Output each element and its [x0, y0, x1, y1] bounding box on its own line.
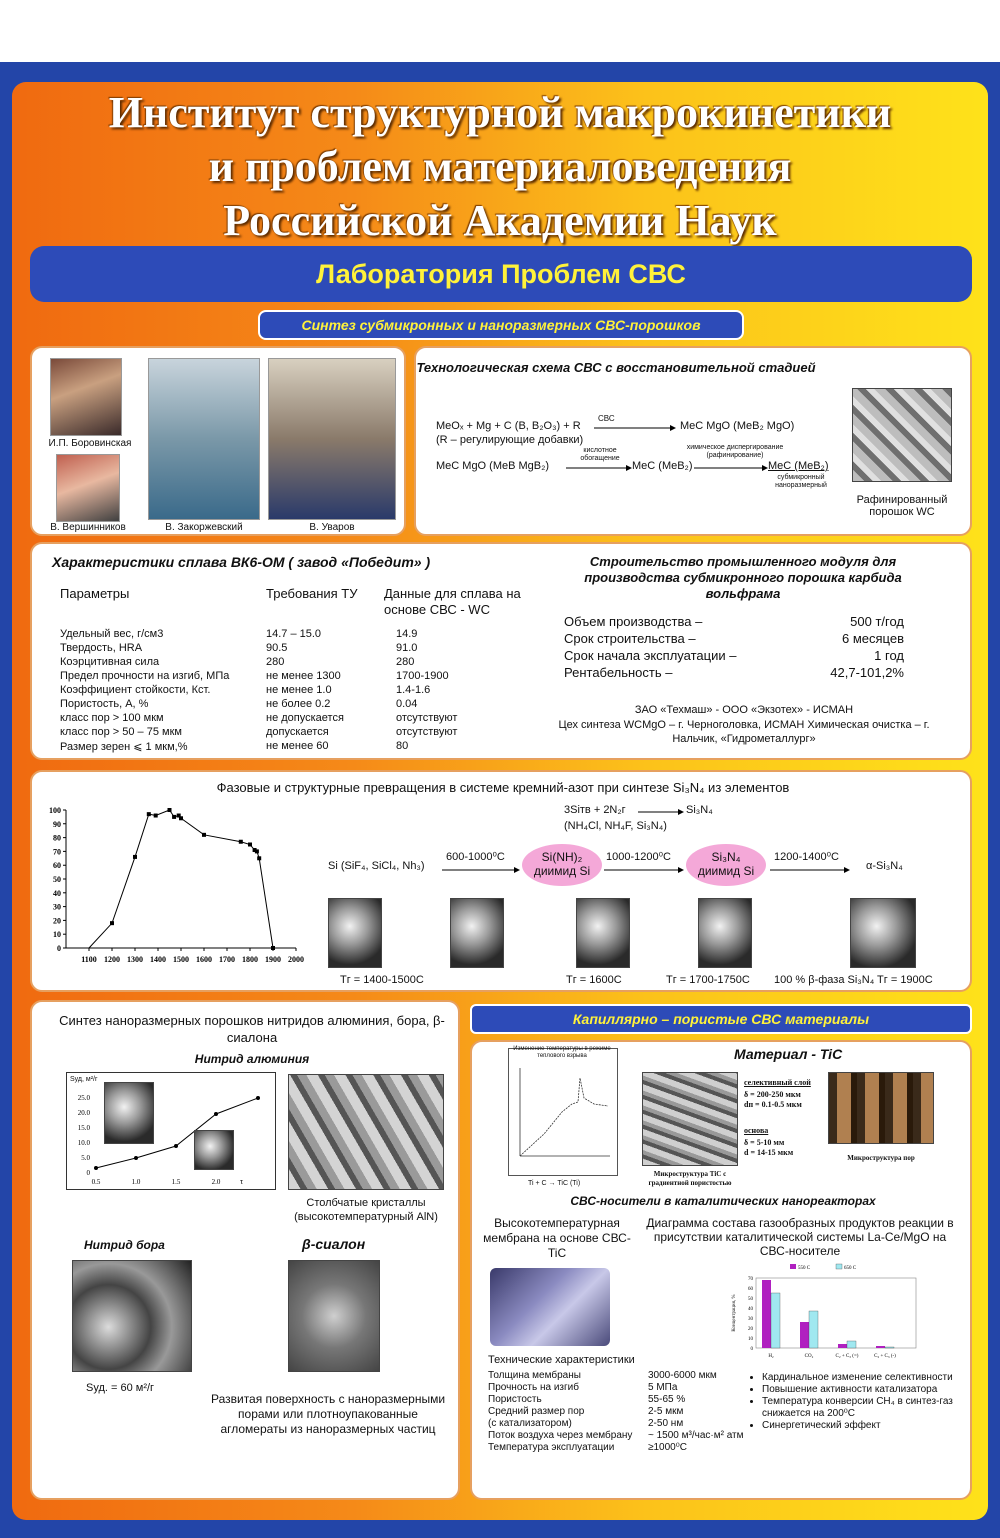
- bar-650: [809, 1311, 818, 1348]
- legend-swatch-550: [790, 1264, 796, 1269]
- route-temp-1: 600-1000⁰C: [446, 851, 505, 863]
- y-tick-label: 20: [53, 916, 61, 926]
- vk6-row: [60, 712, 520, 726]
- module-note-2: Цех синтеза WCMgO – г. Черноголовка, ИСМАН Химическая очистка – г. Нальчик, «Гидрометаллург»: [558, 719, 930, 745]
- scheme-arrow-3: [694, 464, 768, 472]
- aln-graph-ylabel: Sуд, м²/г: [70, 1076, 98, 1083]
- module-cell: Срок начала эксплуатации –: [564, 648, 737, 663]
- bar-650: [847, 1341, 856, 1348]
- data-point: [239, 840, 243, 844]
- photo-aln-crystals: [288, 1074, 444, 1190]
- ellipse-2-line-1: Si₃N₄: [711, 850, 741, 864]
- module-row: [564, 665, 904, 682]
- si3n4-eq-left: 3Siтв + 2N₂г: [564, 804, 626, 816]
- module-cell: 6 месяцев: [842, 631, 904, 646]
- bar-category-label: C₂ + C₃ (=): [835, 1354, 859, 1359]
- aln-title: Нитрид алюминия: [194, 1052, 310, 1066]
- bar-550: [762, 1280, 771, 1348]
- vk6-cell: 14.7 – 15.0: [266, 628, 322, 640]
- legend-swatch-650: [836, 1264, 842, 1269]
- sem-caption-4: 100 % β-фаза Si₃N₄ Tг = 1900C: [774, 974, 933, 986]
- vk6-cell: отсутствуют: [396, 726, 458, 738]
- layer-pore-size: dп = 0.1-0.5 мкм: [744, 1100, 802, 1109]
- vk6-row: [60, 726, 520, 740]
- aln-x-tick-label: 1.5: [171, 1178, 181, 1186]
- module-table: [564, 614, 904, 682]
- module-cell: Срок строительства –: [564, 631, 696, 646]
- tech-cell: ≥1000⁰C: [648, 1442, 687, 1453]
- module-row: [564, 648, 904, 665]
- tech-cell: Пористость: [488, 1394, 542, 1405]
- sem-caption-1: Tг = 1400-1500C: [340, 974, 424, 986]
- vk6-cell: Твердость, HRA: [60, 642, 143, 654]
- y-tick-label: 0: [57, 944, 61, 953]
- title-line-2: и проблем материаловедения: [208, 142, 792, 191]
- bar-550: [876, 1346, 885, 1348]
- legend-label-550: 550 C: [798, 1266, 811, 1271]
- y-tick-label: 30: [53, 902, 61, 912]
- vk6-row: [60, 656, 520, 670]
- route-temp-2: 1000-1200⁰C: [606, 851, 671, 863]
- bn-caption: Sуд. = 60 м²/г: [86, 1382, 155, 1394]
- data-point: [133, 855, 137, 859]
- module-note-1: ЗАО «Техмаш» - ООО «Экзотех» - ИСМАН: [634, 704, 854, 716]
- sialon-title: β-сиалон: [302, 1236, 366, 1252]
- photo-boron-nitride: [72, 1260, 192, 1372]
- data-point: [168, 808, 172, 812]
- aln-point: [174, 1144, 178, 1148]
- tic-micro-caption: Микроструктура TiC с градиентной пористостью: [648, 1170, 732, 1187]
- aln-x-tick-label: 1.0: [131, 1178, 141, 1186]
- bn-title: Нитрид бора: [84, 1238, 165, 1252]
- bar-y-tick-label: 50: [748, 1297, 753, 1302]
- si3n4-eq-sub: (NH₄Cl, NH₄F, Si₃N₄): [564, 820, 667, 832]
- vk6-cell: не менее 60: [266, 740, 329, 752]
- sem-si-1: [328, 898, 382, 968]
- scheme-panel: [414, 346, 972, 536]
- x-tick-label: 1300: [127, 955, 143, 964]
- route-arrow-1: [442, 866, 520, 874]
- aln-y-tick-label: 10.0: [77, 1139, 90, 1147]
- vk6-row: [60, 642, 520, 656]
- nitrides-title: Синтез наноразмерных порошков нитридов алюминия, бора, β-сиалона: [59, 1013, 445, 1045]
- module-row: [564, 614, 904, 631]
- vk6-cell: Удельный вес, г/см3: [60, 628, 164, 640]
- vk6-cell: 80: [396, 740, 409, 752]
- benefit-item: • Кардинальное изменение селективности: [762, 1372, 968, 1384]
- base-thickness: δ = 5-10 мм: [744, 1138, 785, 1147]
- sialon-caption: Развитая поверхность с наноразмерными порами или плотноупакованные агломераты из наноразмерных частиц: [210, 1392, 446, 1436]
- section-pill-capillary: Капиллярно – пористые СВС материалы: [470, 1004, 972, 1034]
- vk6-cell: класс пор > 50 – 75 мкм: [60, 726, 182, 738]
- tech-cell: 2-5 мкм: [648, 1406, 684, 1417]
- tic-graph: [514, 1064, 614, 1164]
- aln-caption: Столбчатые кристаллы (высокотемпературный AlN): [294, 1197, 438, 1223]
- vk6-row: [60, 740, 520, 754]
- x-tick-label: 1100: [81, 955, 97, 964]
- scheme-arrow-2: [566, 464, 632, 472]
- photo-zakorzhevsky: [148, 358, 260, 520]
- tech-table: [488, 1370, 750, 1454]
- si3n4-eq-right: Si₃N₄: [686, 804, 713, 816]
- y-tick-label: 50: [53, 875, 61, 884]
- route-arrow-2: [604, 866, 684, 874]
- photo-uvarov: [268, 358, 396, 520]
- vk6-col-data: Данные для сплава на основе СВС - WC: [384, 586, 521, 617]
- institute-title: [12, 86, 988, 248]
- aln-x-tick-label: 2.0: [211, 1178, 221, 1186]
- vk6-row: [60, 684, 520, 698]
- vk6-title: Характеристики сплава ВК6-ОМ ( завод «Победит» ): [52, 554, 431, 570]
- vk6-cell: Коэрцитивная сила: [60, 656, 160, 668]
- aln-point: [94, 1166, 98, 1170]
- sem-caption-3: Tг = 1700-1750C: [666, 974, 750, 986]
- aln-y-tick-label: 15.0: [77, 1124, 90, 1132]
- scheme-arrow-1: [594, 424, 676, 432]
- capillary-panel: [470, 1040, 972, 1500]
- nitrides-panel: [30, 1000, 460, 1500]
- aln-y-tick-label: 25.0: [77, 1094, 90, 1102]
- ellipse-2-line-2: диимид Si: [697, 864, 755, 878]
- tech-cell: Поток воздуха через мембрану: [488, 1430, 633, 1441]
- route-end: α-Si₃N₄: [866, 860, 903, 872]
- aln-inset-1: [104, 1082, 154, 1144]
- layer-thickness: δ = 200-250 мкм: [744, 1090, 801, 1099]
- layer-title: селективный слой: [744, 1078, 811, 1087]
- vk6-cell: не более 0.2: [266, 698, 331, 710]
- scheme-title: Технологическая схема СВС с восстановительной стадией: [416, 360, 816, 375]
- aln-point: [134, 1156, 138, 1160]
- x-tick-label: 2000: [288, 955, 304, 964]
- tic-graph-caption: Ti + C → TiC (Ti): [528, 1180, 581, 1187]
- tech-row: [488, 1430, 750, 1442]
- bar-y-tick-label: 30: [748, 1317, 753, 1322]
- y-tick-label: 10: [53, 930, 61, 940]
- aln-y-tick-label: 5.0: [81, 1154, 90, 1162]
- x-tick-label: 1500: [173, 955, 189, 964]
- si3n4-eq-arrow: [638, 808, 684, 816]
- benefit-item: • Синергетический эффект: [762, 1420, 968, 1432]
- sem-si-3: [576, 898, 630, 968]
- caption-uvarov: В. Уваров: [309, 522, 355, 533]
- caption-vershinnikov: В. Вершинников: [50, 522, 126, 533]
- tech-row: [488, 1382, 750, 1394]
- vk6-cell: 14.9: [396, 628, 418, 640]
- route-ellipse-1: [522, 844, 602, 886]
- x-tick-label: 1700: [219, 955, 235, 964]
- vk6-cell: класс пор > 100 мкм: [60, 712, 164, 724]
- vk6-cell: допускается: [266, 726, 329, 738]
- data-point: [179, 816, 183, 820]
- aln-y-tick-label: 0: [86, 1169, 90, 1177]
- data-point: [154, 814, 158, 818]
- scheme-r1-note: (R – регулирующие добавки): [436, 434, 584, 446]
- bar-y-tick-label: 60: [748, 1287, 753, 1292]
- legend-label-650: 650 C: [844, 1266, 857, 1271]
- data-point: [271, 946, 275, 950]
- sem-caption-2: Tг = 1600C: [566, 974, 622, 986]
- sem-si-2: [450, 898, 504, 968]
- vk6-cell: Пористость, А, %: [60, 698, 149, 710]
- y-tick-label: 60: [53, 861, 61, 871]
- scheme-r2-right-note: субмикронный наноразмерный: [775, 474, 827, 489]
- tech-cell: 5 МПа: [648, 1382, 678, 1393]
- route-start: Si (SiF₄, SiCl₄, Nh₃): [328, 860, 425, 872]
- x-tick-label: 1400: [150, 955, 166, 964]
- y-tick-label: 90: [53, 819, 61, 829]
- scheme-r2-arrow-label: кислотное обогащение: [580, 447, 620, 462]
- bar-650: [885, 1347, 894, 1348]
- module-cell: Объем производства –: [564, 614, 703, 629]
- caption-zakorzhevsky: В. Закоржевский: [165, 522, 243, 533]
- bar-y-tick-label: 10: [748, 1337, 753, 1342]
- section-pill-nanopowders: Синтез субмикронных и наноразмерных СВС-порошков: [258, 310, 744, 340]
- bar-550: [800, 1322, 809, 1348]
- tech-cell: ~ 1500 м³/час·м² атм: [648, 1430, 744, 1441]
- alloy-panel: [30, 542, 972, 760]
- route-arrow-3: [770, 866, 850, 874]
- y-tick-label: 80: [53, 833, 61, 843]
- scheme-r1-left: MeOₓ + Mg + C (B, B₂O₃) + R: [436, 420, 581, 432]
- x-tick-label: 1600: [196, 955, 212, 964]
- pore-micro-caption: Микроструктура пор: [847, 1154, 915, 1162]
- vk6-cell: отсутствуют: [396, 712, 458, 724]
- series-curve: [89, 810, 273, 948]
- tech-cell: 3000-6000 мкм: [648, 1370, 717, 1381]
- vk6-cell: не менее 1300: [266, 670, 341, 682]
- tech-cell: (с катализатором): [488, 1418, 572, 1429]
- module-title: Строительство промышленного модуля для производства субмикронного порошка карбида вольфрама: [584, 554, 902, 601]
- vk6-row: [60, 670, 520, 684]
- scheme-r2-right: MeC (MeB₂): [768, 460, 829, 472]
- tech-cell: 2-50 нм: [648, 1418, 684, 1429]
- benefit-item: • Температура конверсии CH₄ в синтез-газ снижается на 200⁰C: [762, 1396, 968, 1420]
- scheme-r2-left: MeC MgO (MeB MgB₂): [436, 460, 550, 472]
- vk6-row: [60, 628, 520, 642]
- bar-y-tick-label: 0: [750, 1347, 753, 1352]
- vk6-cell: 90.5: [266, 642, 288, 654]
- scheme-r2-arrow2-label: химическое диспергирование (рафинирование): [686, 444, 784, 459]
- vk6-cell: 0.04: [396, 698, 418, 710]
- bar-category-label: C₂ + C₃ (-): [874, 1354, 896, 1359]
- si3n4-panel: [30, 770, 972, 992]
- photo-wc-powder: [852, 388, 952, 482]
- tech-row: [488, 1418, 750, 1430]
- bar-550: [838, 1344, 847, 1348]
- tech-row: [488, 1370, 750, 1382]
- benefits-list: [748, 1372, 968, 1432]
- bar-y-tick-label: 40: [748, 1307, 753, 1312]
- bar-y-label: Концентрация, %: [732, 1294, 737, 1332]
- route-temp-3: 1200-1400⁰C: [774, 851, 839, 863]
- aln-point: [214, 1112, 218, 1116]
- scheme-r1-right: MeC MgO (MeB₂ MgO): [680, 420, 795, 432]
- people-panel: [30, 346, 406, 536]
- tech-title: Технические характеристики: [488, 1354, 635, 1366]
- si3n4-title: Фазовые и структурные превращения в системе кремний-азот при синтезе Si₃N₄ из элементов: [216, 780, 790, 795]
- carriers-title: СВС-носители в каталитических нанореакторах: [570, 1194, 876, 1208]
- x-tick-label: 1900: [265, 955, 281, 964]
- aln-x-tick-label: 0.5: [91, 1178, 101, 1186]
- vk6-cell: 1700-1900: [396, 670, 449, 682]
- data-point: [147, 812, 151, 816]
- vk6-cell: Размер зерен ⩽ 1 мкм,%: [60, 741, 188, 753]
- scheme-r1-arrow-label: СВС: [598, 414, 615, 423]
- gas-composition-chart: [728, 1260, 928, 1370]
- aln-y-tick-label: 20.0: [77, 1109, 90, 1117]
- module-row: [564, 631, 904, 648]
- vk6-cell: 91.0: [396, 642, 418, 654]
- tech-row: [488, 1394, 750, 1406]
- data-point: [172, 815, 176, 819]
- lab-banner: Лаборатория Проблем СВС: [30, 246, 972, 302]
- vk6-cell: 280: [266, 656, 285, 668]
- vk6-col-params: Параметры: [60, 586, 130, 601]
- membrane-title: Высокотемпературная мембрана на основе СВС-TiC: [483, 1216, 631, 1260]
- vk6-cell: Предел прочности на изгиб, МПа: [60, 670, 230, 682]
- sem-si-4: [698, 898, 752, 968]
- ellipse-1-line-2: диимид Si: [533, 864, 591, 878]
- x-tick-label: 1200: [104, 955, 120, 964]
- y-tick-label: 100: [49, 806, 61, 815]
- tic-graph-title: Изменение температуры в режиме теплового взрыва: [513, 1046, 611, 1059]
- vk6-cell: Коэффициент стойкости, Кст.: [60, 684, 211, 696]
- vk6-row: [60, 698, 520, 712]
- data-point: [202, 833, 206, 837]
- tech-row: [488, 1406, 750, 1418]
- diagram-title: Диаграмма состава газообразных продуктов реакции в присутствии каталитической системы La-Ce/MgO на СВС-носителе: [646, 1216, 954, 1258]
- vk6-cell: 280: [396, 656, 415, 668]
- scheme-r2-mid: MeC (MeB₂): [632, 460, 693, 472]
- vk6-cell: не менее 1.0: [266, 684, 332, 696]
- y-tick-label: 40: [53, 888, 61, 898]
- base-pore-size: d = 14-15 мкм: [744, 1148, 794, 1157]
- title-line-3: Российской Академии Наук: [223, 196, 777, 245]
- photo-borovinskaya: [50, 358, 122, 436]
- material-title: Материал - TiC: [734, 1046, 843, 1062]
- tech-cell: Прочность на изгиб: [488, 1382, 579, 1393]
- data-point: [110, 921, 114, 925]
- tech-cell: Средний размер пор: [488, 1406, 585, 1417]
- bar-y-tick-label: 20: [748, 1327, 753, 1332]
- wc-powder-caption: Рафинированный порошок WC: [856, 494, 948, 518]
- vk6-col-requirements: Требования ТУ: [266, 586, 358, 601]
- photo-tic-gradient: [642, 1072, 738, 1166]
- tech-cell: Толщина мембраны: [488, 1370, 581, 1381]
- benefit-item: • Повышение активности катализатора: [762, 1384, 968, 1396]
- route-ellipse-2: [686, 844, 766, 886]
- module-cell: 42,7-101,2%: [830, 665, 904, 680]
- ellipse-1-line-1: Si(NH)₂: [541, 850, 583, 864]
- si3n4-chart: [36, 800, 312, 976]
- caption-borovinskaya: И.П. Боровинская: [48, 438, 132, 449]
- photo-membranes: [490, 1268, 610, 1346]
- tech-cell: Температура эксплуатации: [488, 1442, 615, 1453]
- module-cell: 1 год: [874, 648, 904, 663]
- photo-vershinnikov: [56, 454, 120, 522]
- bar-category-label: H₂: [768, 1354, 774, 1359]
- data-point: [248, 843, 252, 847]
- bar-650: [771, 1293, 780, 1348]
- photo-pore-structure: [828, 1072, 934, 1144]
- vk6-table: [60, 628, 520, 754]
- tech-cell: 55-65 %: [648, 1394, 686, 1405]
- data-point: [255, 849, 259, 853]
- aln-x-label: τ: [240, 1177, 244, 1186]
- photo-sialon: [288, 1260, 380, 1372]
- module-cell: Рентабельность –: [564, 665, 673, 680]
- title-line-1: Институт структурной макрокинетики: [108, 88, 892, 137]
- aln-inset-2: [194, 1130, 234, 1170]
- y-tick-label: 70: [53, 847, 61, 857]
- tech-row: [488, 1442, 750, 1454]
- data-point: [257, 856, 261, 860]
- aln-graph: [66, 1072, 276, 1190]
- bar-y-tick-label: 70: [748, 1277, 753, 1282]
- base-title: основа: [744, 1126, 769, 1135]
- module-cell: 500 т/год: [850, 614, 904, 629]
- aln-point: [256, 1096, 260, 1100]
- bar-category-label: CO₂: [804, 1354, 814, 1359]
- vk6-cell: не допускается: [266, 712, 344, 724]
- x-tick-label: 1800: [242, 955, 258, 964]
- vk6-cell: 1.4-1.6: [396, 684, 431, 696]
- sem-si-5: [850, 898, 916, 968]
